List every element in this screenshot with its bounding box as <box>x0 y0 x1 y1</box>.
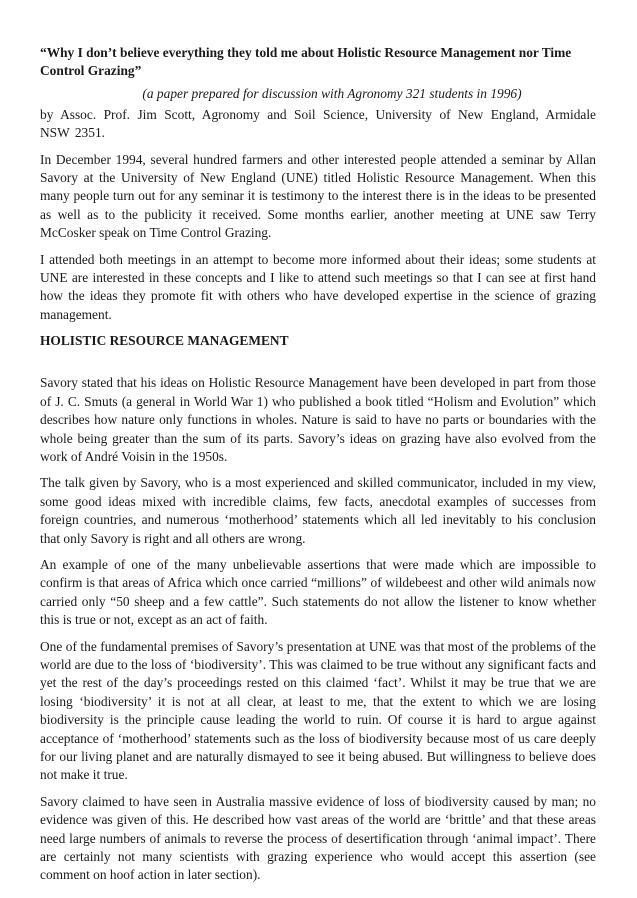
section-paragraph: One of the fundamental premises of Savory’s presentation at UNE was that most of the problems of the world are due to the loss of ‘biodiversity’. This was claimed to be true without any significant facts and yet the rest of the day’s proceedings rested on this claimed ‘fact’. Whilst it may be true that we are losing ‘biodiversity’ it is not at all clear, at least to me, that the extent to which we are losing biodiversity is the principle cause leading the world to ruin. Of course it is hard to argue against acceptance of ‘motherhood’ statements such as the loss of biodiversity because most of us care deeply for our living planet and are naturally dismayed to see it being abused. But willingness to believe does not make it true. <box>40 638 596 783</box>
section-paragraph: Savory claimed to have seen in Australia massive evidence of loss of biodiversity caused by man; no evidence was given of this. He described how vast areas of the world are ‘brittle’ and that these areas need large numbers of animals to reverse the process of desertification through ‘animal impact’. There are certainly not many scientists with grazing experience who would accept this assertion (see comment on hoof action in later section). <box>40 793 596 883</box>
author-byline: by Assoc. Prof. Jim Scott, Agronomy and Soil Science, University of New England, Armidale NSW 2351. <box>40 106 596 141</box>
section-paragraph: An example of one of the many unbelievable assertions that were made which are impossible to confirm is that areas of Africa which once carried “millions” of wildebeest and other wild animals now carried only “50 sheep and a few cattle”. Such statements do not allow the listener to know whether this is true or not, except as an act of faith. <box>40 556 596 628</box>
section-paragraph: The talk given by Savory, who is a most experienced and skilled communicator, included in my view, some good ideas mixed with incredible claims, few facts, anecdotal examples of successes from foreign countries, and numerous ‘motherhood’ statements which all led inevitably to his conclusion that only Savory is right and all others are wrong. <box>40 475 596 546</box>
section-heading: HOLISTIC RESOURCE MANAGEMENT <box>40 333 289 349</box>
paper-subtitle: (a paper prepared for discussion with Agronomy 321 students in 1996) <box>142 86 522 102</box>
intro-paragraph: I attended both meetings in an attempt to become more informed about their ideas; some students at UNE are interested in these concepts and I like to attend such meetings so that I can see at first hand how the ideas they promote fit with others who have developed expertise in the science of grazing management. <box>40 251 596 322</box>
section-paragraph: Savory stated that his ideas on Holistic Resource Management have been developed in part from those of J. C. Smuts (a general in World War 1) who published a book titled “Holism and Evolution” which describes how nature only functions in wholes. Nature is said to have no parts or boundaries with the whole being greater than the sum of its parts. Savory’s ideas on grazing have also evolved from the work of André Voisin in the 1950s. <box>40 375 596 464</box>
document-page <box>40 44 596 893</box>
intro-paragraph: In December 1994, several hundred farmers and other interested people attended a seminar by Allan Savory at the University of New England (UNE) titled Holistic Resource Management. When this many people turn out for any seminar it is testimony to the interest there is in the ideas to be presented as well as to the publicity it received. Some months earlier, another meeting at UNE saw Terry McCosker speak on Time Control Grazing. <box>40 151 596 241</box>
paper-title: “Why I don’t believe everything they told me about Holistic Resource Management nor Time Control Grazing” <box>40 45 572 79</box>
